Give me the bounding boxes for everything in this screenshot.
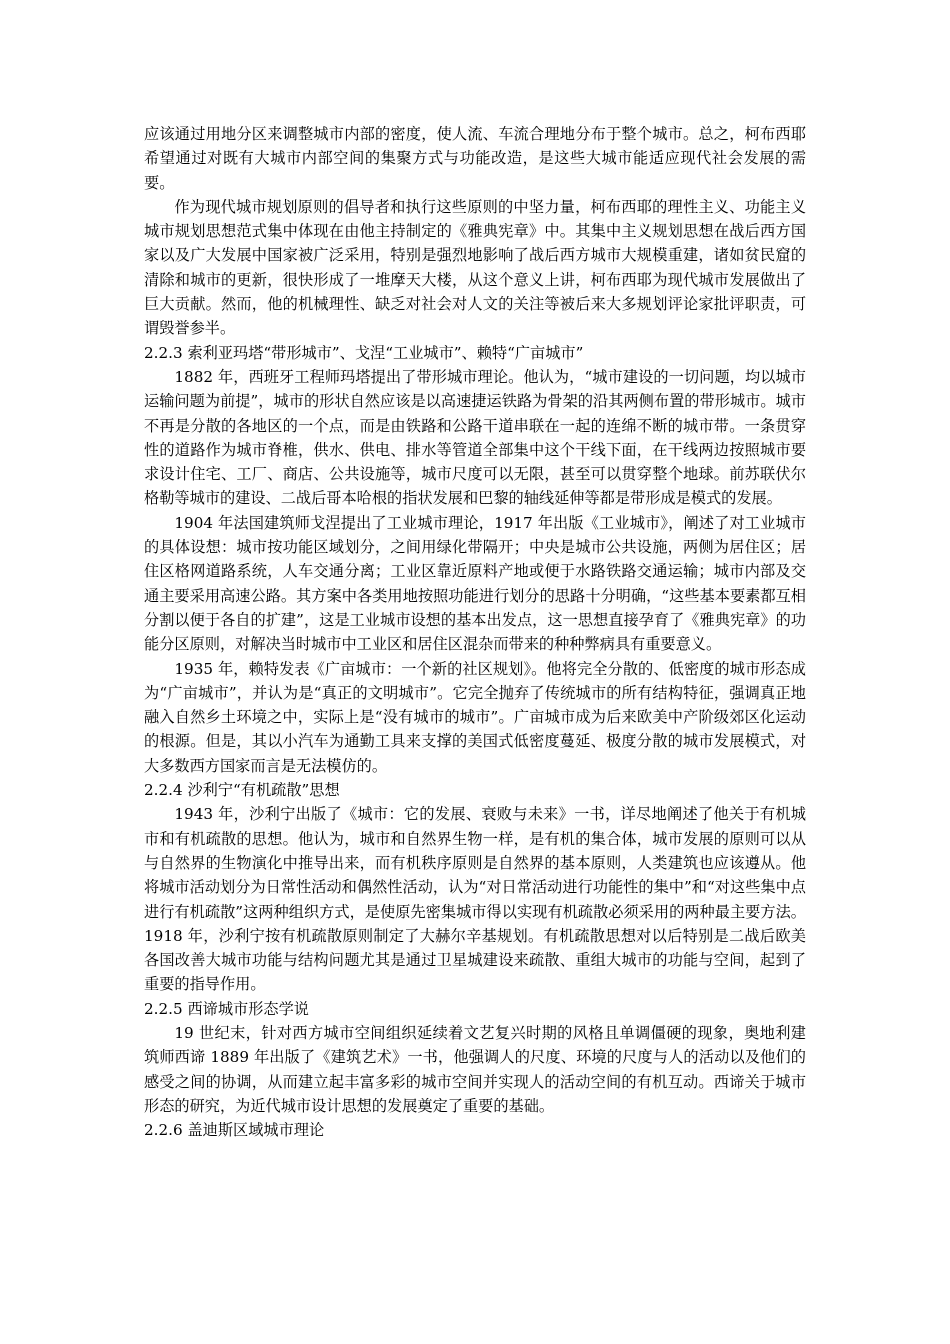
paragraph-sitte-urban-form: 19 世纪末，针对西方城市空间组织延续着文艺复兴时期的风格且单调僵硬的现象，奥地利建筑师西谛 1889 年出版了《建筑艺术》一书，他强调人的尺度、环境的尺度与人的活动以及他们的感受之间的协调，从而建立起丰富多彩的城市空间并实现人的活动空间的有机互动。西谛关于城市形态的研究，为近代城市设计思想的发展奠定了重要的基础。 bbox=[144, 1023, 806, 1115]
section-heading-2-2-4: 2.2.4 沙利宁“有机疏散”思想 bbox=[144, 781, 340, 800]
paragraph-broadacre-city: 1935 年，赖特发表《广亩城市：一个新的社区规划》。他将完全分散的、低密度的城市形态成为“广亩城市”，并认为是“真正的文明城市”。它完全抛弃了传统城市的所有结构特征，强调真正地融入自然乡土环境之中，实际上是“没有城市的城市”。广亩城市成为后来欧美中产阶级郊区化运动的根源。但是，其以小汽车为通勤工具来支撑的美国式低密度蔓延、极度分散的城市发展模式，对大多数西方国家而言是无法模仿的。 bbox=[144, 659, 806, 775]
paragraph-athens-charter: 作为现代城市规划原则的倡导者和执行这些原则的中坚力量，柯布西耶的理性主义、功能主义城市规划思想范式集中体现在由他主持制定的《雅典宪章》中。其集中主义规划思想在战后西方国家以及广大发展中国家被广泛采用，特别是强烈地影响了战后西方城市大规模重建，诸如贫民窟的清除和城市的更新，很快形成了一堆摩天大楼，从这个意义上讲，柯布西耶为现代城市发展做出了巨大贡献。然而，他的机械理性、缺乏对社会对人文的关注等被后来大多规划评论家批评职责，可谓毁誉参半。 bbox=[144, 197, 806, 338]
paragraph-linear-city: 1882 年，西班牙工程师玛塔提出了带形城市理论。他认为，“城市建设的一切问题，均以城市运输问题为前提”，城市的形状自然应该是以高速捷运铁路为骨架的沿其两侧布置的带形城市。城市不再是分散的各地区的一个点，而是由铁路和公路干道串联在一起的连绵不断的城市带。一条贯穿性的道路作为城市脊椎，供水、供电、排水等管道全部集中这个干线下面，在干线两边按照城市要求设计住宅、工厂、商店、公共设施等，城市尺度可以无限，甚至可以贯穿整个地球。前苏联伏尔格勒等城市的建设、二战后哥本哈根的指状发展和巴黎的轴线延伸等都是带形成是模式的发展。 bbox=[144, 367, 806, 508]
section-heading-2-2-5: 2.2.5 西谛城市形态学说 bbox=[144, 999, 309, 1018]
paragraph-corbusier-density: 应该通过用地分区来调整城市内部的密度，使人流、车流合理地分布于整个城市。总之，柯布西耶希望通过对既有大城市内部空间的集聚方式与功能改造，是这些大城市能适应现代社会发展的需要。 bbox=[144, 125, 806, 192]
section-heading-2-2-6: 2.2.6 盖迪斯区域城市理论 bbox=[144, 1121, 325, 1140]
paragraph-organic-decentralization: 1943 年，沙利宁出版了《城市：它的发展、衰败与未来》一书，详尽地阐述了他关于有机城市和有机疏散的思想。他认为，城市和自然界生物一样，是有机的集合体，城市发展的原则可以从与自然界的生物演化中推导出来，而有机秩序原则是自然界的基本原则，人类建筑也应该遵从。他将城市活动划分为日常性活动和偶然性活动，认为“对日常活动进行功能性的集中”和“对这些集中点进行有机疏散”这两种组织方式，是使原先密集城市得以实现有机疏散必须采用的两种最主要方法。1918 年，沙利宁按有机疏散原则制定了大赫尔辛基规划。有机疏散思想对以后特别是二战后欧美各国改善大城市功能与结构问题尤其是通过卫星城建设来疏散、重组大城市的功能与空间，起到了重要的指导作用。 bbox=[144, 805, 806, 994]
paragraph-industrial-city: 1904 年法国建筑师戈涅提出了工业城市理论，1917 年出版《工业城市》，阐述了对工业城市的具体设想：城市按功能区域划分，之间用绿化带隔开；中央是城市公共设施，两侧为居住区；居住区格网道路系统，人车交通分离；工业区靠近原料产地或便于水路铁路交通运输；城市内部及交通主要采用高速公路。其方案中各类用地按照功能进行划分的思路十分明确，“这些基本要素都互相分割以便于各自的扩建”，这是工业城市设想的基本出发点，这一思想直接孕育了《雅典宪章》的功能分区原则，对解决当时城市中工业区和居住区混杂而带来的种种弊病具有重要意义。 bbox=[144, 513, 806, 654]
document-page bbox=[144, 122, 806, 1142]
section-heading-2-2-3: 2.2.3 索利亚玛塔“带形城市”、戈涅“工业城市”、赖特“广亩城市” bbox=[144, 343, 584, 362]
